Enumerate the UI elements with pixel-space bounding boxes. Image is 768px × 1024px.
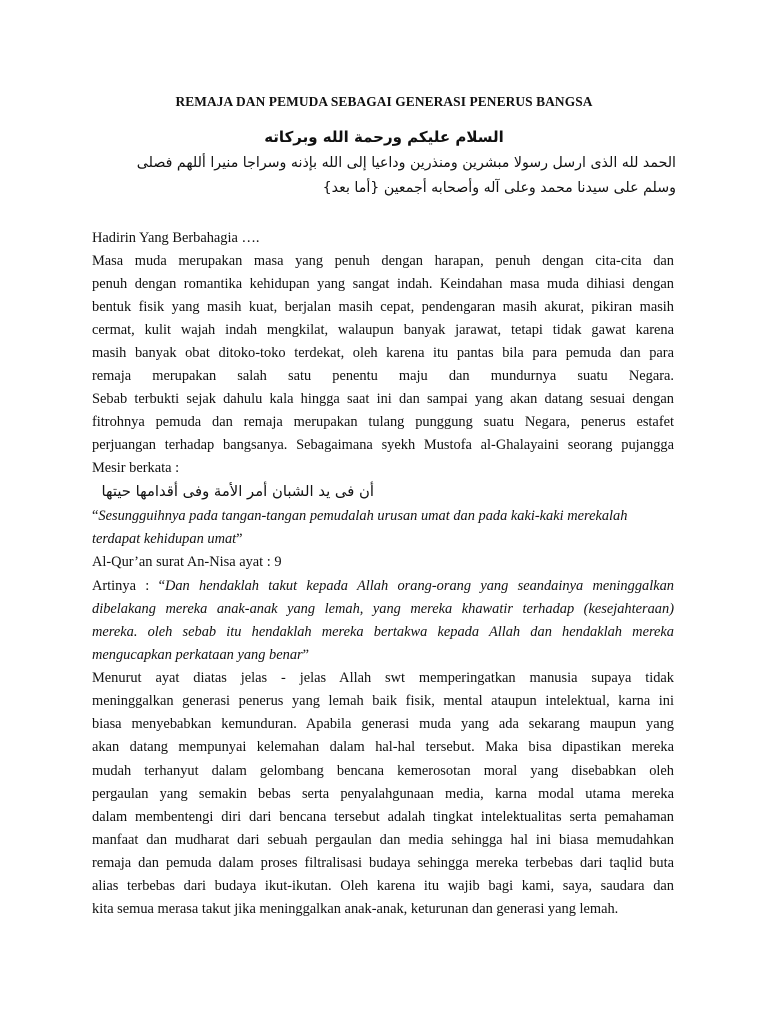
paragraph-2-line: meninggalkan generasi penerus yang lemah baik fisik, mental ataupun intelektual, karna ini [92,693,674,709]
paragraph-2-line: alias terbebas dari budaya ikut-ikutan. Oleh karena itu wajib bagi kami, saya, saudara dan [92,878,674,894]
artinya-line-1: Artinya : “Dan hendaklah takut kepada Allah orang-orang yang seandainya meninggalkan [92,578,674,594]
arabic-quote: أن فى يد الشبان أمر الأمة وفى أقدامها حيتها [101,483,374,500]
translation-line-1: “Sesungguihnya pada tangan-tangan pemudalah urusan umat dan pada kaki-kaki merekalah [92,508,628,524]
audience-greeting: Hadirin Yang Berbahagia …. [92,230,260,246]
paragraph-2-line: mudah terhanyut dalam gelombang bencana kemerosotan moral yang disebabkan oleh [92,763,674,779]
paragraph-2-line: akan datang mempunyai kelemahan dalam hal-hal tersebut. Maka bisa dipastikan mereka [92,739,674,755]
paragraph-2-line: remaja dan pemuda dalam proses filtralisasi budaya sehingga mereka terbebas dari taqlid buta [92,855,674,871]
paragraph-2-line: biasa menyebabkan kemunduran. Apabila generasi muda yang ada sekarang maupun yang [92,716,674,732]
paragraph-1-line: fitrohnya pemuda dan remaja merupakan tulang punggung suatu Negara, penerus estafet [92,414,674,430]
quran-reference: Al-Qur’an surat An-Nisa ayat : 9 [92,554,282,570]
paragraph-2-line: kita semua merasa takut jika meninggalkan anak-anak, keturunan dan generasi yang lemah. [92,901,619,917]
paragraph-1-line: Sebab terbukti sejak dahulu kala hingga saat ini dan sampai yang akan datang sesuai dengan [92,391,674,407]
paragraph-2-line: pergaulan yang semakin bebas serta penyalahgunaan media, karna modal utama mereka [92,786,674,802]
paragraph-1-line: masih banyak obat ditoko-toko terdekat, oleh karena itu pantas bila para pemuda dan para [92,345,674,361]
salam-greeting: السلام عليكم ورحمة الله وبركاته [264,128,504,146]
artinya-line-4: mengucapkan perkataan yang benar” [92,647,310,663]
paragraph-1-line: bentuk fisik yang masih kuat, berjalan masih cepat, pendengaran masih akurat, pikiran masih [92,299,674,315]
paragraph-1-line: Mesir berkata : [92,460,180,476]
paragraph-2-line: dalam membentengi diri dari bencana tersebut adalah tingkat intelektualitas serta pemahaman [92,809,674,825]
paragraph-1-line: remaja merupakan salah satu penentu maju dan mundurnya suatu Negara. [92,368,674,384]
paragraph-1-line: perjuangan terhadap bangsanya. Sebagaimana syekh Mustofa al-Ghalayaini seorang pujangga [92,437,674,453]
paragraph-2-line: Menurut ayat diatas jelas - jelas Allah swt memperingatkan manusia supaya tidak [92,670,674,686]
document-title: REMAJA DAN PEMUDA SEBAGAI GENERASI PENERUS BANGSA [175,94,593,109]
paragraph-1-line: penuh dengan romantika kehidupan yang sangat indah. Keindahan masa muda dihiasi dengan [92,276,674,292]
artinya-line-3: mereka. oleh sebab itu hendaklah mereka bertakwa kepada Allah dan hendaklah mereka [92,624,674,640]
opening-prayer-line-1: الحمد لله الذى ارسل رسولا مبشرين ومنذرين وداعيا إلى الله بإذنه وسراجا منيرا أللهم فصلى [136,155,676,171]
translation-line-2: terdapat kehidupan umat” [92,531,243,547]
opening-prayer-line-2: وسلم على سيدنا محمد وعلى آله وأصحابه أجمعين {أما بعد} [322,180,676,196]
artinya-line-2: dibelakang mereka anak-anak yang lemah, yang mereka khawatir terhadap (kesejahteraan) [92,601,674,617]
paragraph-1-line: Masa muda merupakan masa yang penuh dengan harapan, penuh dengan cita-cita dan [92,253,674,269]
paragraph-2-line: manfaat dan mudharat dari sebuah pergaulan dan media sehingga hal ini biasa memudahkan [92,832,674,848]
paragraph-1-line: cermat, kulit wajah indah mengkilat, walaupun banyak jarawat, tetapi tidak gawat karena [92,322,674,338]
